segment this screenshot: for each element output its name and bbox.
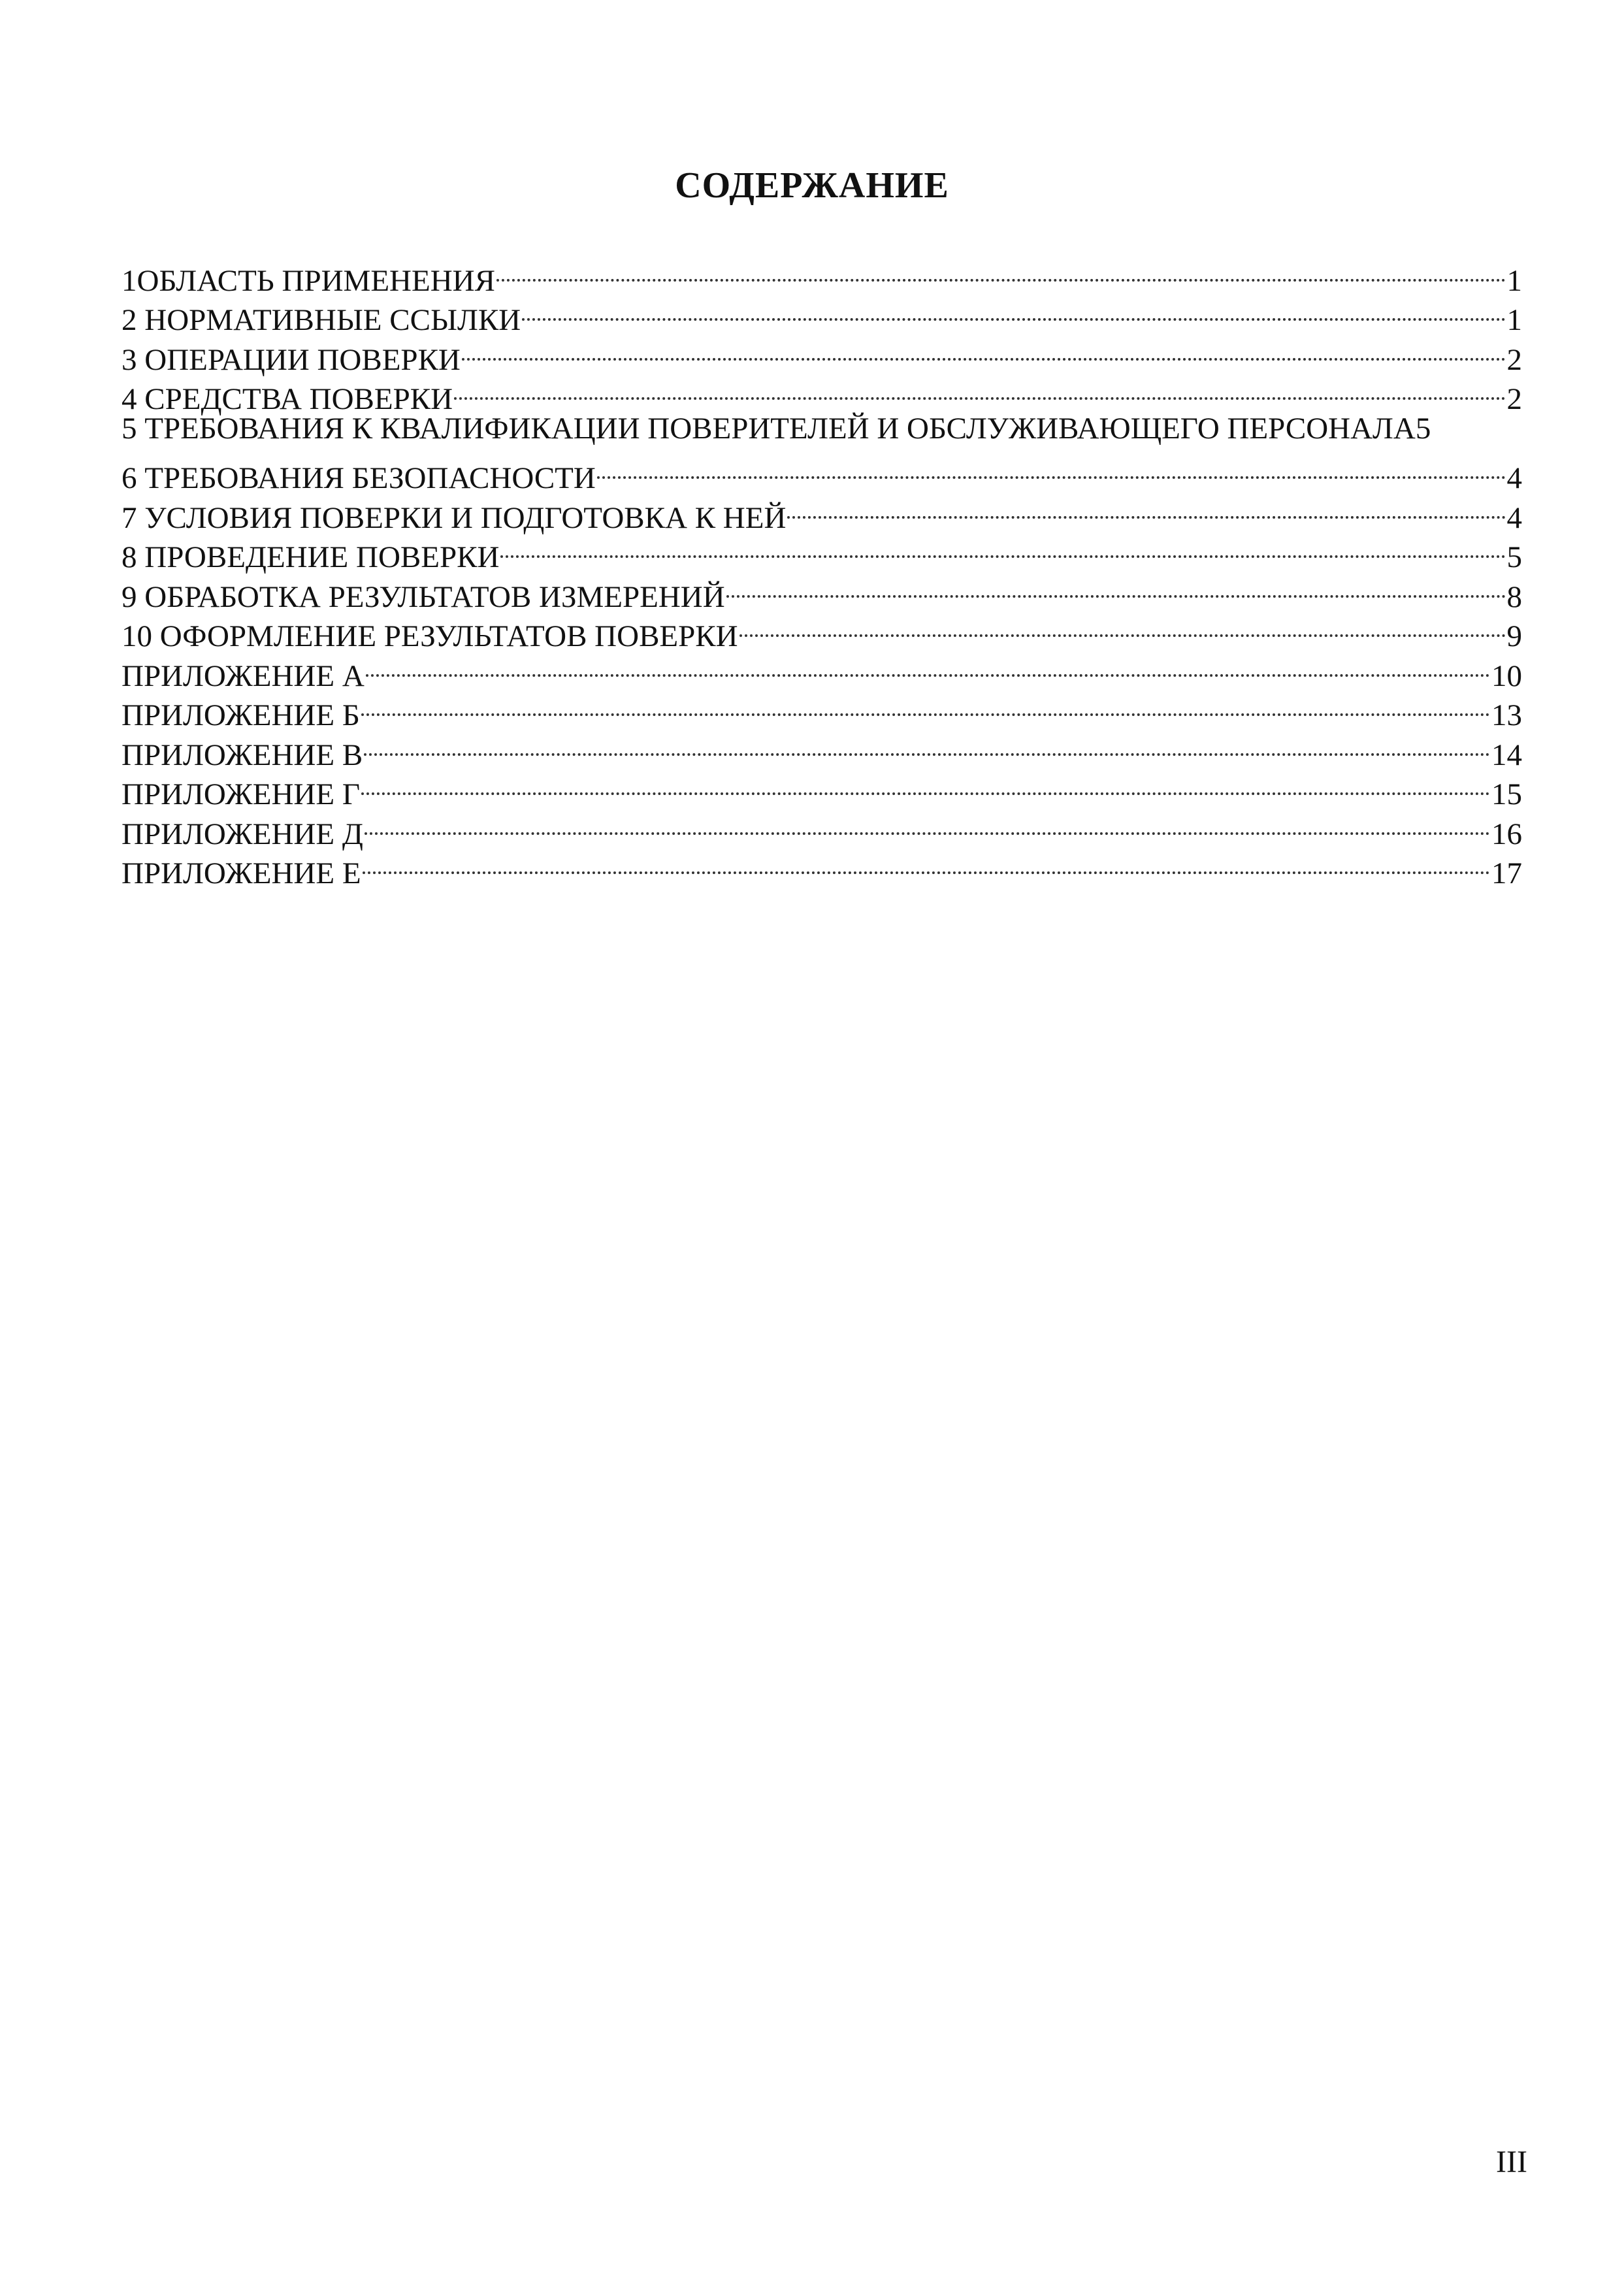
toc-entry-page: 2 <box>1506 382 1522 416</box>
toc-dot-leader <box>596 449 1507 489</box>
toc-entry-label: 4 СРЕДСТВА ПОВЕРКИ <box>122 382 453 416</box>
toc-entry <box>122 449 1522 495</box>
toc-entry-page: 1 <box>1506 303 1522 337</box>
toc-dot-leader <box>499 528 1506 568</box>
toc-list <box>122 251 1522 890</box>
toc-dot-leader <box>495 251 1507 291</box>
toc-entry-label: 5 ТРЕБОВАНИЯ К КВАЛИФИКАЦИИ ПОВЕРИТЕЛЕЙ И ОБСЛУЖИВАЮЩЕГО ПЕРСОНАЛА <box>122 412 1416 446</box>
toc-entry-page: 14 <box>1491 738 1522 772</box>
toc-entry-label: 3 ОПЕРАЦИИ ПОВЕРКИ <box>122 342 461 377</box>
toc-entry-label: ПРИЛОЖЕНИЕ Е <box>122 856 361 890</box>
toc-entry-page: 5 <box>1506 540 1522 574</box>
toc-entry-page: 8 <box>1506 579 1522 614</box>
toc-dot-leader <box>363 804 1491 844</box>
toc-dot-leader <box>725 567 1507 607</box>
toc-entry-label: ПРИЛОЖЕНИЕ Б <box>122 698 360 732</box>
toc-entry-page: 13 <box>1491 698 1522 732</box>
toc-entry-page: 17 <box>1491 856 1522 890</box>
toc-title: СОДЕРЖАНИЕ <box>675 165 949 206</box>
toc-entry-page: 15 <box>1491 777 1522 811</box>
toc-entry-label: ПРИЛОЖЕНИЕ А <box>122 658 365 693</box>
toc-dot-leader <box>360 686 1491 726</box>
toc-entry <box>122 251 1522 298</box>
toc-entry-label: 2 НОРМАТИВНЫЕ ССЫЛКИ <box>122 303 521 337</box>
toc-dot-leader <box>360 765 1491 805</box>
toc-dot-leader <box>453 370 1506 410</box>
toc-entry-label: 8 ПРОВЕДЕНИЕ ПОВЕРКИ <box>122 540 500 574</box>
toc-entry-label: ПРИЛОЖЕНИЕ В <box>122 738 363 772</box>
toc-dot-leader <box>521 291 1506 331</box>
toc-entry-label: 9 ОБРАБОТКА РЕЗУЛЬТАТОВ ИЗМЕРЕНИЙ <box>122 579 725 614</box>
toc-dot-leader <box>786 488 1506 528</box>
toc-entry-label: 7 УСЛОВИЯ ПОВЕРКИ И ПОДГОТОВКА К НЕЙ <box>122 500 787 535</box>
toc-entry-label: 1ОБЛАСТЬ ПРИМЕНЕНИЯ <box>122 263 495 298</box>
toc-entry-page: 4 <box>1506 500 1522 535</box>
toc-entry-label: 6 ТРЕБОВАНИЯ БЕЗОПАСНОСТИ <box>122 461 596 495</box>
toc-entry-label: 10 ОФОРМЛЕНИЕ РЕЗУЛЬТАТОВ ПОВЕРКИ <box>122 619 738 653</box>
toc-entry-page: 10 <box>1491 658 1522 693</box>
page-number: III <box>1496 2145 1527 2179</box>
toc-dot-leader <box>461 330 1507 370</box>
toc-entry-label: ПРИЛОЖЕНИЕ Д <box>122 817 363 851</box>
toc-entry-page: 2 <box>1506 342 1522 377</box>
toc-entry-page: 16 <box>1491 817 1522 851</box>
toc-entry-label: ПРИЛОЖЕНИЕ Г <box>122 777 361 811</box>
toc-dot-leader <box>363 725 1491 765</box>
toc-dot-leader <box>738 607 1507 647</box>
toc-entry-page: 5 <box>1415 412 1431 446</box>
toc-entry-page: 1 <box>1506 263 1522 298</box>
toc-entry-page: 9 <box>1506 619 1522 653</box>
toc-entry-page: 4 <box>1506 461 1522 495</box>
toc-dot-leader <box>361 844 1491 884</box>
toc-entry <box>122 409 1522 449</box>
toc-dot-leader <box>365 646 1491 686</box>
